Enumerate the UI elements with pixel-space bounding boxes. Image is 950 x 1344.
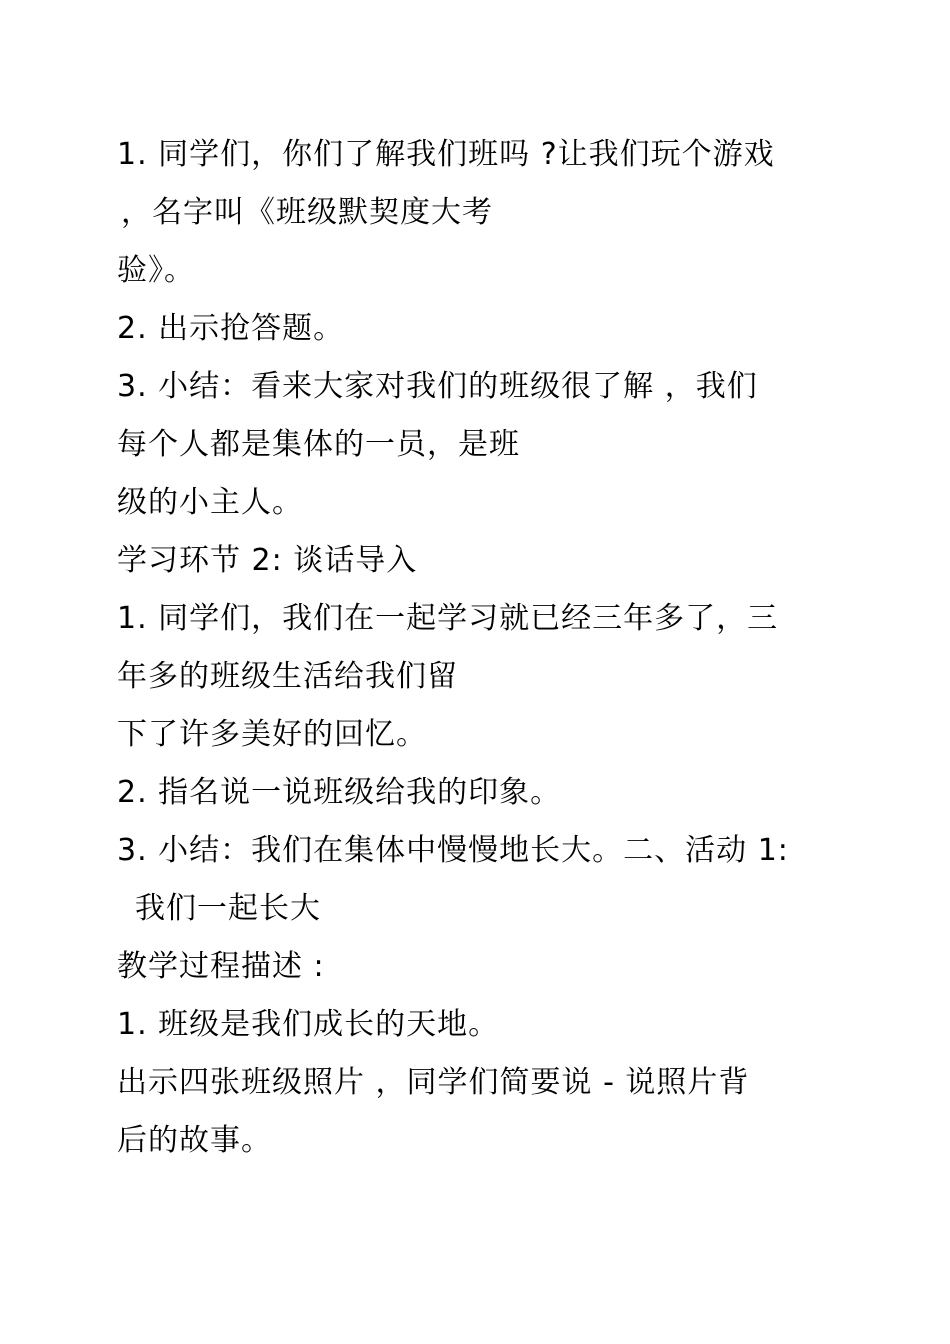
text-line: 2. 指名说一说班级给我的印象。 — [117, 775, 562, 810]
text-line: 1. 班级是我们成长的天地。 — [117, 1007, 500, 1042]
section-heading: 教学过程描述 : — [117, 949, 325, 984]
text-line: 后的故事。 — [117, 1123, 272, 1158]
text-line: 级的小主人。 — [117, 485, 303, 520]
text-line: ，名字叫《班级默契度大考 — [121, 195, 493, 230]
text-line: 年多的班级生活给我们留 — [117, 659, 458, 694]
document-body — [117, 126, 857, 1170]
text-line: 出示四张班级照片 ，同学们简要说 - 说照片背 — [117, 1065, 750, 1100]
text-line: 验》。 — [117, 253, 195, 288]
text-line: 2. 出示抢答题。 — [117, 311, 345, 346]
text-line: 下了许多美好的回忆。 — [117, 717, 427, 752]
text-line: 3. 小结：我们在集体中慢慢地长大。二、活动 1: — [117, 833, 789, 868]
text-line: 1. 同学们，你们了解我们班吗 ?让我们玩个游戏 — [117, 137, 775, 172]
section-heading: 学习环节 2: 谈话导入 — [117, 543, 418, 578]
text-line: 我们一起长大 — [135, 891, 321, 926]
text-line: 每个人都是集体的一员，是班 — [117, 427, 520, 462]
text-line: 1. 同学们，我们在一起学习就已经三年多了，三 — [117, 601, 779, 636]
text-line: 3. 小结：看来大家对我们的班级很了解 ，我们 — [117, 369, 758, 404]
